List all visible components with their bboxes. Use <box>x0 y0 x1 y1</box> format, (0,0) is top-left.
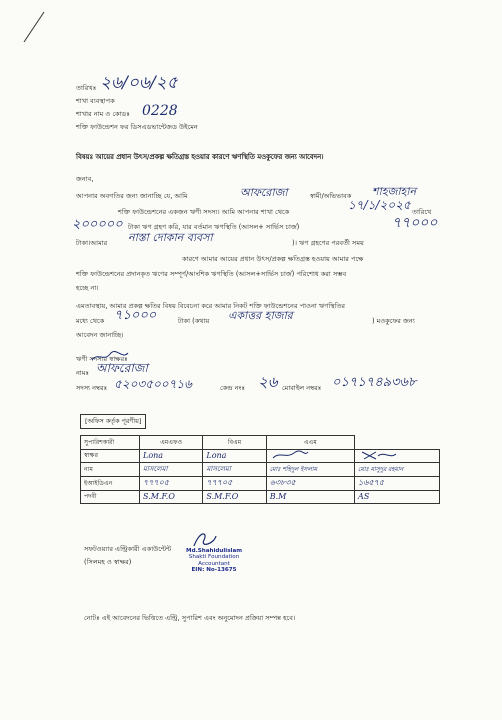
body-text: টাকা।আমার <box>76 239 108 247</box>
row-label: ইআইডিএন <box>81 476 140 490</box>
table-cell: ৭৭৭০৫ <box>140 476 203 490</box>
table-header-cell: এএম <box>266 436 354 450</box>
body-text: স্বামী/অভিভাবক <box>310 192 352 200</box>
waiver-amount-hw: ৭১০০০ <box>114 308 157 323</box>
table-row <box>81 449 440 463</box>
body-text: তারিখে <box>412 208 432 216</box>
loan-date-hw: ১৭/১/২০২৫ <box>348 198 411 212</box>
body-text: আবেদন জানাচ্ছি। <box>76 331 124 339</box>
manager-line: শাখা ব্যবস্থাপক <box>76 97 115 105</box>
table-row <box>81 463 440 477</box>
footer-note: নোটঃ এই আবেদনের ভিত্তিতে এন্ট্রি, সুপারিশ এবং অনুমোদন প্রক্রিয়া সম্পন্ন হবে। <box>84 614 296 622</box>
am-signature <box>358 450 398 460</box>
body-text: হচ্ছে না। <box>76 284 99 292</box>
signature-cell <box>355 449 440 463</box>
project-name-hw: নাস্তা দোকান ব্যবসা <box>128 231 213 244</box>
table-cell: মাসলেমা <box>140 463 203 477</box>
row-label: স্বাক্ষর <box>81 449 140 463</box>
accountant-label: সফটওয়্যার এন্ট্রিকারী একাউন্টেন্ট <box>84 545 172 553</box>
table-cell: Lona <box>140 449 203 463</box>
body-text: মধ্যে থেকে <box>76 317 105 325</box>
loan-amount-hw: ২০০০০০ <box>72 217 123 232</box>
table-cell: ৬৩৮৩৫ <box>266 476 354 490</box>
table-cell: মোঃ শহিদুল ইসলাম <box>266 463 354 477</box>
loan-balance-hw: ৭৭০০০ <box>392 215 438 231</box>
table-row <box>81 490 440 504</box>
table-header-row <box>81 436 440 450</box>
table-cell: AS <box>355 490 440 504</box>
mobile-no-hw: ০১৭১৭৪৯৩৬৮ <box>332 375 417 390</box>
bm-signature <box>270 450 310 460</box>
table-cell: Lona <box>203 449 266 463</box>
body-text: এমতাবস্থায়, আমার প্রকল্প ক্ষতির বিষয় বিবেচনা করে আমার নিকট শক্তি ফাউন্ডেশনের পাওনা ঋণস্থিতির <box>76 302 346 310</box>
member-name-hw: আফরোজা <box>240 186 288 199</box>
org-line: শক্তি ফাউন্ডেশন ফর ডিসএডভান্টেজড উইমেন <box>76 123 198 131</box>
member-name-label: নামঃ <box>76 369 90 377</box>
table-row <box>81 476 440 490</box>
corner-pen-mark <box>18 10 48 46</box>
mobile-label: মোবাইল নম্বরঃ <box>282 384 322 392</box>
subject-line: বিষয়ঃ আয়ের প্রধান উৎস/প্রকল্প ক্ষতিগ্রস্ত হওয়ার কারণে ঋণস্থিতি মওকুফের জন্য আবেদন। <box>76 153 324 161</box>
body-text: টাকা (কথায় <box>178 317 210 325</box>
body-text: শক্তি ফাউন্ডেশনের প্রদানকৃত ঋণের সম্পূর্ণ/আংশিক ঋণস্থিতি (আসল+সার্ভিস চার্জ) পরিশোধ করা সম্ভব <box>76 270 347 278</box>
branch-label: শাখার নাম ও কোডঃ <box>76 110 130 118</box>
guardian-name-hw: শাহজাহান <box>372 185 417 198</box>
stamp-line: Md.Shahidulislam <box>186 548 243 554</box>
table-header-cell: সুপারিশকারী <box>81 436 140 450</box>
table-cell: মোঃ মাসুদুর রহমান <box>355 463 440 477</box>
body-text: টাকা ঋণ গ্রহণ করি, যার বর্তমান ঋণস্থিতি (আসল+ সার্ভিস চার্জ) <box>128 223 300 231</box>
accountant-stamp <box>186 548 242 574</box>
row-label: নাম <box>81 463 140 477</box>
member-name-sig-hw: আফরোজা <box>96 361 148 375</box>
waiver-words-hw: একাত্তর হাজার <box>228 309 293 322</box>
table-cell: S.M.F.O <box>203 490 266 504</box>
date-label: তারিখঃ <box>76 84 97 92</box>
table-cell: ৭৭৭০৫ <box>203 476 266 490</box>
table-header-cell: বিএম <box>203 436 266 450</box>
office-use-label: [অফিস কর্তৃক পূরণীয়] <box>80 414 146 429</box>
table-cell: ১৬৫৭৫ <box>355 476 440 490</box>
stamp-line: Accountant <box>198 560 230 567</box>
center-label: কেন্দ্র নংঃ <box>220 384 246 392</box>
accountant-signature <box>190 528 220 550</box>
signature-cell <box>266 449 354 463</box>
center-no-hw: ২৬ <box>258 373 278 391</box>
stamp-line: EIN: No-13675 <box>191 567 237 574</box>
row-label: পদবী <box>81 490 140 504</box>
member-signature-label: ঋণী সদস্যর স্বাক্ষরঃ <box>76 355 128 363</box>
branch-value: 0228 <box>142 103 178 119</box>
table-cell: মাসলেমা <box>203 463 266 477</box>
body-text: কারণে আমার আয়ের প্রধান উৎস/প্রকল্প ক্ষতিগ্রস্ত হওয়ায় আমার পক্ষে <box>182 255 364 263</box>
body-text: ) মওকুফের জন্য <box>372 317 415 325</box>
member-no-hw: ৫২০৩৫০০৭১৬ <box>114 377 192 391</box>
body-text: )। ঋণ গ্রহণের পরবর্তী সময় <box>292 239 364 247</box>
approval-table <box>80 435 440 504</box>
date-value: ২৬/০৬/২৫ <box>100 73 178 93</box>
table-cell: S.M.F.O <box>140 490 203 504</box>
accountant-sub: (সিলমহ ও স্বাক্ষর) <box>84 558 132 566</box>
body-text: শক্তি ফাউন্ডেশনের একজন ঋণী সদস্য। আমি আপনার শাখা থেকে <box>118 208 290 216</box>
stamp-line: Shakti Foundation <box>188 554 240 561</box>
table-header-cell: এমএফও <box>140 436 203 450</box>
body-text: আপনার অবগতির জন্য জানাচ্ছি যে, আমি <box>76 192 188 200</box>
table-cell: B.M <box>266 490 354 504</box>
member-no-label: সদস্য নম্বরঃ <box>76 384 108 392</box>
salutation: জনাব, <box>76 175 94 183</box>
